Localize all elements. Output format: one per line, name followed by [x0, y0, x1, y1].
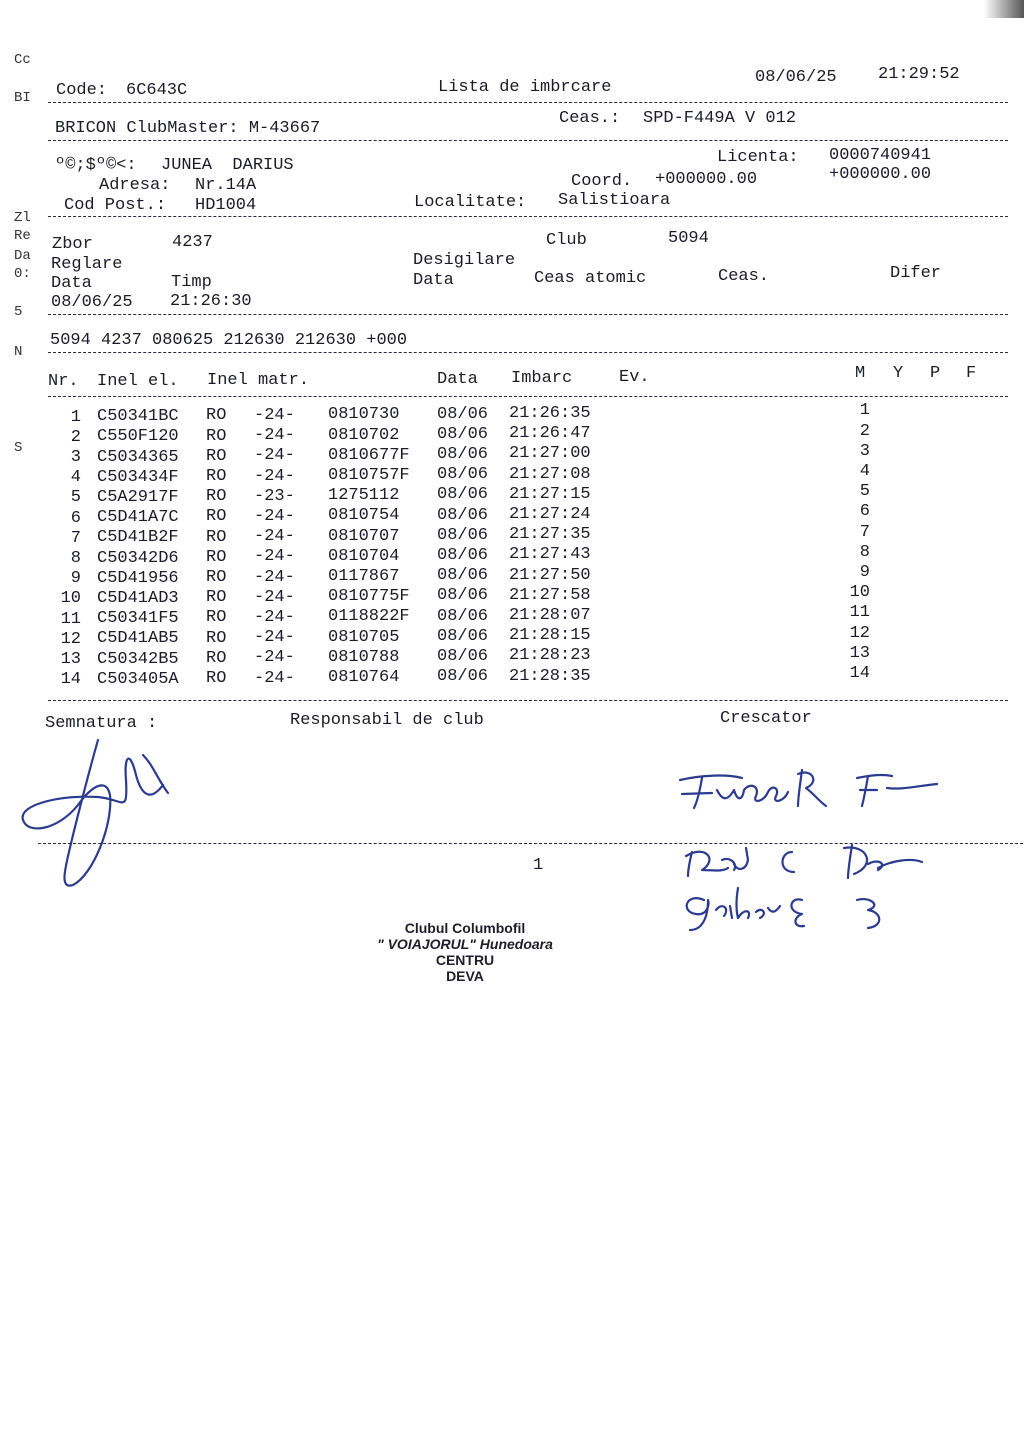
cell-chip: C5A2917F — [97, 488, 179, 508]
setting-date-label: Data — [51, 274, 92, 293]
cell-ring: 0810730 — [328, 405, 400, 425]
margin-fragment: Cc — [14, 52, 31, 68]
col-y: Y — [893, 364, 904, 383]
cell-chip: C50341F5 — [97, 609, 179, 629]
page-number: 1 — [533, 856, 544, 875]
cell-time: 21:28:07 — [509, 606, 591, 626]
print-date: 08/06/25 — [755, 68, 837, 87]
cell-nr: 14 — [60, 670, 81, 690]
cell-m: 11 — [849, 603, 870, 623]
cell-nr: 8 — [70, 548, 81, 568]
unseal-date-label: Data — [413, 271, 454, 290]
cell-country: RO — [206, 426, 227, 446]
cell-year: -24- — [254, 567, 295, 587]
col-chip-ring: Inel el. — [97, 372, 179, 391]
divider — [48, 700, 1008, 701]
cell-year: -24- — [254, 628, 295, 648]
cell-date: 08/06 — [437, 424, 489, 444]
club-responsible-label: Responsabil de club — [290, 711, 484, 730]
margin-fragment: Re — [14, 228, 31, 244]
flight-number: 4237 — [172, 233, 213, 252]
cell-m: 3 — [859, 441, 870, 461]
cell-nr: 4 — [70, 468, 81, 488]
cell-country: RO — [206, 668, 227, 688]
stamp-line-1: Clubul Columbofil — [404, 920, 526, 936]
margin-fragment: 5 — [14, 304, 23, 320]
margin-fragment: Zl — [14, 210, 31, 226]
cell-date: 08/06 — [437, 444, 489, 464]
cell-nr: 2 — [70, 427, 81, 447]
cell-year: -24- — [254, 587, 295, 607]
fancier-name: JUNEA DARIUS — [161, 156, 294, 175]
cell-country: RO — [206, 648, 227, 668]
postcode-label: Cod Post.: — [64, 196, 167, 215]
stamp-line-2: " VOIAJORUL" Hunedoara — [377, 936, 553, 952]
cell-country: RO — [206, 466, 227, 486]
cell-time: 21:28:35 — [509, 666, 591, 686]
cell-m: 1 — [859, 401, 870, 421]
cell-chip: C5D41A7C — [97, 508, 179, 528]
cell-country: RO — [206, 547, 227, 567]
license-label: Licenta: — [717, 148, 799, 167]
cell-m: 2 — [859, 421, 870, 441]
cell-m: 6 — [859, 502, 870, 522]
cell-year: -24- — [254, 466, 295, 486]
club-label: Club — [546, 231, 587, 250]
cell-date: 08/06 — [437, 667, 489, 687]
cell-year: -24- — [254, 527, 295, 547]
code-value: 6C643C — [126, 81, 188, 100]
cell-m: 8 — [859, 542, 870, 562]
cell-chip: C503405A — [97, 669, 179, 689]
cell-year: -24- — [254, 446, 295, 466]
cell-country: RO — [206, 608, 227, 628]
flight-label: Zbor — [52, 235, 93, 254]
col-nr: Nr. — [48, 372, 79, 391]
table-row — [0, 664, 1024, 691]
cell-nr: 10 — [60, 589, 81, 609]
cell-time: 21:27:00 — [509, 444, 591, 464]
handwritten-names — [672, 760, 962, 940]
cell-date: 08/06 — [437, 465, 489, 485]
coord-y: +000000.00 — [829, 165, 932, 184]
cell-m: 5 — [859, 482, 870, 502]
cell-chip: C50342D6 — [97, 548, 179, 568]
cell-ring: 0118822F — [328, 607, 410, 627]
cell-country: RO — [206, 588, 227, 608]
margin-fragment: 0: — [14, 266, 31, 282]
cell-ring: 0810764 — [328, 668, 400, 688]
col-event: Ev. — [619, 368, 650, 387]
cell-nr: 1 — [70, 407, 81, 427]
col-ring-number: Inel matr. — [207, 371, 310, 390]
code-label: Code: — [56, 81, 108, 100]
cell-time: 21:27:08 — [509, 464, 591, 484]
coord-x: +000000.00 — [655, 170, 758, 189]
cell-m: 13 — [849, 643, 870, 663]
cell-country: RO — [206, 507, 227, 527]
signature-scribble — [18, 735, 188, 900]
cell-m: 4 — [859, 462, 870, 482]
cell-year: -24- — [254, 608, 295, 628]
cell-date: 08/06 — [437, 525, 489, 545]
cell-time: 21:26:35 — [509, 404, 591, 424]
cell-date: 08/06 — [437, 404, 489, 424]
cell-year: -23- — [254, 486, 295, 506]
cell-m: 9 — [859, 563, 870, 583]
cell-ring: 0117867 — [328, 567, 400, 587]
divider — [48, 396, 1008, 397]
col-p: P — [930, 364, 941, 383]
cell-date: 08/06 — [437, 626, 489, 646]
margin-fragment: BI — [14, 90, 31, 106]
cell-m: 12 — [849, 623, 870, 643]
raw-clock-line: 5094 4237 080625 212630 212630 +000 — [50, 331, 408, 350]
cell-ring: 0810677F — [328, 445, 410, 465]
cell-nr: 3 — [70, 447, 81, 467]
cell-country: RO — [206, 446, 227, 466]
software-version: BRICON ClubMaster: M-43667 — [55, 119, 321, 138]
cell-ring: 0810704 — [328, 546, 400, 566]
cell-ring: 0810754 — [328, 506, 400, 526]
cell-year: -24- — [254, 648, 295, 668]
cell-chip: C5D41AD3 — [97, 589, 179, 609]
cell-date: 08/06 — [437, 566, 489, 586]
clock-id: SPD-F449A V 012 — [643, 109, 797, 128]
cell-year: -24- — [254, 507, 295, 527]
cell-date: 08/06 — [437, 586, 489, 606]
cell-time: 21:28:23 — [509, 646, 591, 666]
cell-country: RO — [206, 628, 227, 648]
cell-chip: C5034365 — [97, 447, 179, 467]
col-basketing: Imbarc — [511, 369, 573, 388]
cell-chip: C5D41B2F — [97, 528, 179, 548]
cell-time: 21:26:47 — [509, 424, 591, 444]
setting-time-label: Timp — [171, 273, 212, 292]
cell-date: 08/06 — [437, 545, 489, 565]
cell-chip: C5D41AB5 — [97, 629, 179, 649]
cell-country: RO — [206, 487, 227, 507]
unseal-label: Desigilare — [413, 251, 516, 270]
cell-date: 08/06 — [437, 505, 489, 525]
cell-country: RO — [206, 527, 227, 547]
cell-nr: 7 — [70, 528, 81, 548]
breeder-label: Crescator — [720, 709, 812, 728]
cell-ring: 0810775F — [328, 587, 410, 607]
cell-nr: 13 — [60, 649, 81, 669]
license-number: 0000740941 — [829, 146, 932, 165]
margin-fragment: Da — [14, 248, 31, 264]
cell-chip: C50341BC — [97, 407, 179, 427]
divider — [48, 216, 1008, 217]
cell-ring: 0810757F — [328, 466, 410, 486]
cell-year: -24- — [254, 406, 295, 426]
cell-date: 08/06 — [437, 606, 489, 626]
cell-ring: 0810705 — [328, 627, 400, 647]
fancier-name-label: º©;$º©<: — [55, 156, 137, 175]
cell-m: 14 — [849, 664, 870, 684]
cell-nr: 11 — [60, 609, 81, 629]
cell-year: -24- — [254, 668, 295, 688]
locality-value: Salistioara — [558, 191, 671, 210]
setting-date: 08/06/25 — [51, 293, 133, 312]
divider — [48, 140, 1008, 141]
club-number: 5094 — [668, 229, 709, 248]
divider — [48, 102, 1008, 103]
cell-time: 21:27:58 — [509, 585, 591, 605]
cell-country: RO — [206, 567, 227, 587]
cell-nr: 9 — [70, 569, 81, 589]
cell-time: 21:27:24 — [509, 505, 591, 525]
cell-time: 21:27:43 — [509, 545, 591, 565]
cell-time: 21:27:15 — [509, 484, 591, 504]
clock-column-label: Ceas. — [718, 267, 770, 286]
cell-ring: 0810707 — [328, 526, 400, 546]
locality-label: Localitate: — [414, 193, 527, 212]
margin-fragment: N — [14, 344, 23, 360]
cell-time: 21:27:50 — [509, 565, 591, 585]
cell-date: 08/06 — [437, 646, 489, 666]
cell-time: 21:27:35 — [509, 525, 591, 545]
document-title: Lista de imbrcare — [438, 78, 612, 97]
stamp-line-3: CENTRU — [435, 952, 495, 968]
cell-m: 10 — [849, 583, 870, 603]
cell-ring: 0810702 — [328, 425, 400, 445]
difference-label: Difer — [890, 264, 942, 283]
signature-label: Semnatura : — [45, 714, 158, 733]
col-m: M — [855, 364, 866, 383]
setting-time: 21:26:30 — [170, 292, 252, 311]
cell-nr: 6 — [70, 508, 81, 528]
cell-country: RO — [206, 406, 227, 426]
col-date: Data — [437, 370, 478, 389]
scan-edge-shadow — [984, 0, 1024, 18]
col-f: F — [966, 364, 977, 383]
cell-ring: 1275112 — [328, 486, 400, 506]
cell-chip: C550F120 — [97, 427, 179, 447]
cell-nr: 5 — [70, 488, 81, 508]
coord-label: Coord. — [571, 172, 633, 191]
cell-chip: C50342B5 — [97, 649, 179, 669]
cell-m: 7 — [859, 522, 870, 542]
address-value: Nr.14A — [195, 176, 257, 195]
postcode-value: HD1004 — [195, 196, 257, 215]
cell-year: -24- — [254, 547, 295, 567]
cell-ring: 0810788 — [328, 647, 400, 667]
divider — [48, 352, 1008, 353]
cell-nr: 12 — [60, 629, 81, 649]
stamp-line-4: DEVA — [446, 968, 484, 984]
margin-fragment: S — [14, 440, 23, 456]
cell-chip: C5D41956 — [97, 568, 179, 588]
club-stamp — [330, 920, 600, 984]
cell-year: -24- — [254, 426, 295, 446]
cell-time: 21:28:15 — [509, 626, 591, 646]
print-time: 21:29:52 — [878, 65, 960, 84]
atomic-clock-label: Ceas atomic — [534, 269, 647, 288]
cell-date: 08/06 — [437, 485, 489, 505]
clock-label: Ceas.: — [559, 109, 621, 128]
setting-label: Reglare — [51, 255, 123, 274]
cell-chip: C503434F — [97, 467, 179, 487]
address-label: Adresa: — [99, 176, 171, 195]
divider — [48, 314, 1008, 315]
